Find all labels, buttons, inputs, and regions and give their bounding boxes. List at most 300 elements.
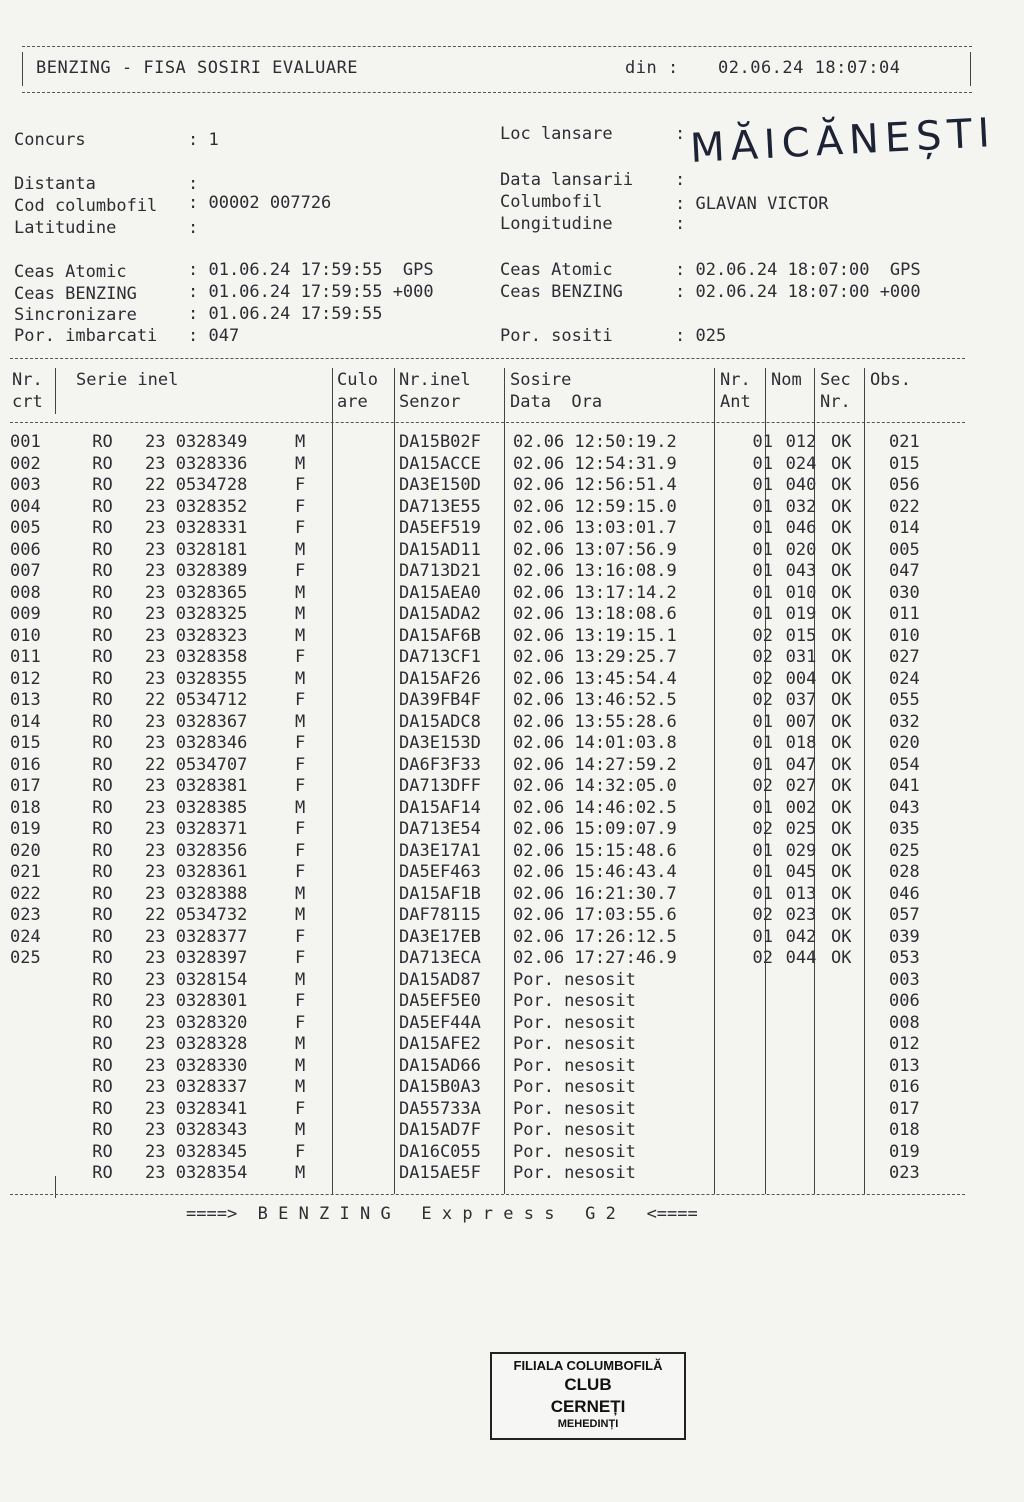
arrival-time: 02.06 14:32:05.0 [513, 776, 677, 796]
row-number [10, 1034, 60, 1056]
antenna-number [723, 1013, 777, 1035]
ring-number: 23 0328341 [145, 1098, 248, 1119]
security-status: OK [831, 776, 852, 796]
antenna-number: 01 [752, 496, 773, 517]
observation: 011 [889, 604, 920, 624]
ring-number: 23 0328349 [145, 432, 248, 452]
antenna-number: 02 [752, 668, 773, 689]
security-status: OK [831, 625, 852, 646]
antenna-number [723, 1099, 777, 1121]
ring-country: RO [92, 948, 113, 968]
row-number: 005 [10, 518, 41, 538]
table-row [10, 518, 949, 540]
arrival-time: 02.06 12:50:19.2 [513, 432, 677, 452]
col-sec-label: Sec [820, 370, 851, 390]
observation: 043 [889, 797, 920, 818]
ring-country: RO [92, 1098, 113, 1119]
arrival-time: 02.06 13:55:28.6 [513, 711, 677, 732]
row-number: 009 [10, 604, 41, 624]
row-number: 015 [10, 733, 41, 753]
ring-country: RO [92, 518, 113, 538]
sensor-ring: DA713CF1 [399, 647, 481, 667]
color-cell [331, 1099, 395, 1121]
arrivals-table-body [10, 432, 949, 1185]
col-rule [55, 368, 56, 414]
sensor-ring: DA15AFE2 [399, 1034, 481, 1054]
security-status: OK [831, 905, 852, 925]
sex: F [295, 561, 306, 581]
observation: 032 [889, 711, 920, 732]
loc-lansare-colon: : [675, 124, 686, 144]
distanta-value: : [188, 174, 199, 194]
sensor-ring: DA15AE5F [399, 1163, 481, 1183]
table-row [10, 1056, 949, 1078]
arrival-time: 02.06 12:59:15.0 [513, 496, 677, 517]
antenna-number: 01 [752, 582, 773, 603]
security-status: OK [831, 604, 852, 624]
sex: F [295, 776, 306, 796]
sex: M [295, 969, 306, 990]
nom-number: 010 [785, 582, 817, 603]
nom-number: 015 [785, 625, 817, 646]
ring-number: 22 0534707 [145, 754, 248, 775]
arrival-time: Por. nesosit [513, 1012, 636, 1033]
color-cell [331, 884, 395, 906]
ring-number: 23 0328397 [145, 948, 248, 968]
col-culo-label: Culo [337, 370, 378, 390]
sincronizare-value: : 01.06.24 17:59:55 [188, 304, 383, 324]
table-row [10, 991, 949, 1013]
ring-country: RO [92, 969, 113, 990]
antenna-number [723, 970, 777, 992]
ring-number: 23 0328345 [145, 1141, 248, 1162]
observation: 054 [889, 754, 920, 775]
sositi-label: Por. sositi [500, 326, 613, 346]
sensor-ring: DAF78115 [399, 905, 481, 925]
sensor-ring: DA5EF44A [399, 1012, 481, 1033]
table-row [10, 1013, 949, 1035]
color-cell [331, 991, 395, 1013]
ring-number: 23 0328330 [145, 1055, 248, 1076]
arrival-time: 02.06 13:19:15.1 [513, 625, 677, 646]
observation: 015 [889, 453, 920, 474]
color-cell [331, 733, 395, 755]
ring-country: RO [92, 1034, 113, 1054]
observation: 017 [889, 1098, 920, 1119]
observation: 018 [889, 1120, 920, 1140]
nom-number [777, 991, 825, 1013]
arrival-time: 02.06 15:46:43.4 [513, 862, 677, 882]
ring-country: RO [92, 475, 113, 495]
antenna-number: 02 [752, 625, 773, 646]
row-number [10, 1120, 60, 1142]
ring-number: 23 0328367 [145, 711, 248, 732]
nom-number [777, 1099, 825, 1121]
document-title: BENZING - FISA SOSIRI EVALUARE [36, 58, 359, 78]
row-number: 013 [10, 690, 41, 710]
ring-number: 23 0328346 [145, 733, 248, 753]
nom-number: 013 [785, 883, 817, 904]
color-cell [331, 1034, 395, 1056]
nom-number [777, 1013, 825, 1035]
antenna-number: 01 [752, 754, 773, 775]
ring-number: 23 0328336 [145, 453, 248, 474]
ring-number: 23 0328343 [145, 1120, 248, 1140]
arrival-time: 02.06 13:46:52.5 [513, 690, 677, 710]
table-row [10, 755, 949, 777]
arrival-time: 02.06 17:03:55.6 [513, 905, 677, 925]
nom-number: 023 [785, 905, 817, 925]
nom-number: 045 [785, 862, 817, 882]
ring-number: 23 0328365 [145, 582, 248, 603]
table-row [10, 454, 949, 476]
sensor-ring: DA15AD66 [399, 1055, 481, 1076]
ring-number: 23 0328154 [145, 969, 248, 990]
ring-number: 23 0328325 [145, 604, 248, 624]
antenna-number [723, 1142, 777, 1164]
ring-number: 23 0328301 [145, 991, 248, 1011]
cod-columbofil-value: : 00002 007726 [188, 193, 332, 213]
ceas-atomic-end-label: Ceas Atomic [500, 260, 613, 280]
sensor-ring: DA15ADC8 [399, 711, 481, 732]
sex: M [295, 453, 306, 474]
ring-country: RO [92, 582, 113, 603]
observation: 020 [889, 733, 920, 753]
color-cell [331, 776, 395, 798]
antenna-number: 02 [752, 690, 773, 710]
observation: 053 [889, 948, 920, 968]
antenna-number: 01 [752, 518, 773, 538]
sex: M [295, 1034, 306, 1054]
sex: M [295, 797, 306, 818]
ring-country: RO [92, 1141, 113, 1162]
header-right-edge [970, 52, 971, 86]
color-cell [331, 1163, 395, 1185]
antenna-number [723, 1120, 777, 1142]
nom-number [777, 1120, 825, 1142]
ring-country: RO [92, 1163, 113, 1183]
color-cell [331, 1142, 395, 1164]
nom-number: 002 [785, 797, 817, 818]
security-status: OK [831, 582, 852, 603]
nom-number: 029 [785, 840, 817, 861]
antenna-number: 02 [752, 647, 773, 667]
observation: 019 [889, 1141, 920, 1162]
stamp-line-4: MEHEDINȚI [557, 1418, 619, 1430]
observation: 003 [889, 969, 920, 990]
sensor-ring: DA16C055 [399, 1141, 481, 1162]
observation: 006 [889, 991, 920, 1011]
table-row [10, 905, 949, 927]
arrival-time: Por. nesosit [513, 1034, 636, 1054]
ring-country: RO [92, 1077, 113, 1097]
arrival-time: 02.06 14:27:59.2 [513, 754, 677, 775]
arrivals-table [10, 432, 949, 1185]
arrival-time: 02.06 14:46:02.5 [513, 797, 677, 818]
security-status: OK [831, 668, 852, 689]
antenna-number: 01 [752, 883, 773, 904]
security-status [825, 1056, 883, 1078]
row-number [10, 991, 60, 1013]
ceas-benzing-end-value: : 02.06.24 18:07:00 +000 [675, 282, 921, 302]
sensor-ring: DA15ADA2 [399, 604, 481, 624]
row-number: 014 [10, 711, 41, 732]
arrival-time: Por. nesosit [513, 1077, 636, 1097]
nom-number: 019 [785, 604, 817, 624]
col-inel-label: Nr.inel [399, 370, 471, 390]
ring-country: RO [92, 840, 113, 861]
observation: 047 [889, 561, 920, 581]
row-number: 017 [10, 776, 41, 796]
row-number: 008 [10, 582, 41, 603]
sex: M [295, 625, 306, 646]
sex: F [295, 926, 306, 947]
sex: M [295, 1120, 306, 1140]
table-row [10, 669, 949, 691]
ring-number: 22 0534728 [145, 475, 248, 495]
table-row [10, 927, 949, 949]
sex: M [295, 905, 306, 925]
antenna-number: 01 [752, 561, 773, 581]
sensor-ring: DA713DFF [399, 776, 481, 796]
color-cell [331, 540, 395, 562]
sositi-value: : 025 [675, 326, 727, 346]
table-row [10, 475, 949, 497]
color-cell [331, 497, 395, 519]
arrival-time: Por. nesosit [513, 991, 636, 1011]
row-number: 019 [10, 819, 41, 839]
color-cell [331, 798, 395, 820]
sensor-ring: DA55733A [399, 1098, 481, 1119]
antenna-number: 01 [752, 453, 773, 474]
color-cell [331, 1056, 395, 1078]
ceas-benzing-start-value: : 01.06.24 17:59:55 +000 [188, 282, 434, 302]
security-status: OK [831, 475, 852, 495]
ring-country: RO [92, 453, 113, 474]
antenna-number: 02 [752, 776, 773, 796]
sex: M [295, 539, 306, 560]
nom-number: 007 [785, 711, 817, 732]
club-stamp [490, 1352, 686, 1440]
nom-number [777, 1056, 825, 1078]
nom-number: 018 [785, 733, 817, 753]
nom-number: 025 [785, 819, 817, 839]
loc-lansare-label: Loc lansare [500, 124, 613, 144]
ring-country: RO [92, 733, 113, 753]
arrival-time: 02.06 15:09:07.9 [513, 819, 677, 839]
security-status: OK [831, 647, 852, 667]
table-row [10, 862, 949, 884]
antenna-number [723, 991, 777, 1013]
ring-country: RO [92, 690, 113, 710]
security-status: OK [831, 754, 852, 775]
arrival-time: Por. nesosit [513, 1055, 636, 1076]
latitudine-label: Latitudine [14, 218, 117, 238]
nom-number: 032 [785, 496, 817, 517]
sensor-ring: DA3E17A1 [399, 840, 481, 861]
sensor-ring: DA15B02F [399, 432, 481, 452]
nom-number [777, 1163, 825, 1185]
row-number: 025 [10, 948, 41, 968]
arrival-time: 02.06 13:45:54.4 [513, 668, 677, 689]
ring-number: 23 0328328 [145, 1034, 248, 1054]
row-number: 006 [10, 539, 41, 560]
antenna-number: 01 [752, 539, 773, 560]
table-row [10, 647, 949, 669]
distanta-label: Distanta [14, 174, 96, 194]
nom-number: 024 [785, 453, 817, 474]
arrival-time: 02.06 17:27:46.9 [513, 948, 677, 968]
launch-place-handwritten: MĂICĂNEȘTI [689, 110, 997, 172]
nom-number: 043 [785, 561, 817, 581]
security-status: OK [831, 948, 852, 968]
arrival-time: Por. nesosit [513, 1098, 636, 1119]
security-status: OK [831, 926, 852, 947]
observation: 027 [889, 647, 920, 667]
sex: F [295, 496, 306, 517]
col-ant2-label: Ant [720, 392, 751, 412]
color-cell [331, 669, 395, 691]
color-cell [331, 475, 395, 497]
color-cell [331, 905, 395, 927]
antenna-number: 01 [752, 604, 773, 624]
col-obs-label: Obs. [870, 370, 911, 390]
ring-country: RO [92, 754, 113, 775]
color-cell [331, 712, 395, 734]
sex: F [295, 690, 306, 710]
sensor-ring: DA15AF14 [399, 797, 481, 818]
antenna-number: 02 [752, 948, 773, 968]
row-number: 024 [10, 926, 41, 947]
observation: 008 [889, 1012, 920, 1033]
ring-number: 23 0328377 [145, 926, 248, 947]
security-status: OK [831, 539, 852, 560]
security-status [825, 1013, 883, 1035]
nom-number [777, 970, 825, 992]
ring-country: RO [92, 991, 113, 1011]
col-sec2-label: Nr. [820, 392, 851, 412]
observation: 014 [889, 518, 920, 538]
security-status: OK [831, 862, 852, 882]
ring-country: RO [92, 561, 113, 581]
ceas-atomic-end-value: : 02.06.24 18:07:00 GPS [675, 260, 921, 280]
ring-country: RO [92, 668, 113, 689]
observation: 021 [889, 432, 920, 452]
arrival-time: 02.06 13:18:08.6 [513, 604, 677, 624]
sensor-ring: DA713D21 [399, 561, 481, 581]
ring-number: 23 0328331 [145, 518, 248, 538]
sex: M [295, 1077, 306, 1097]
antenna-number: 02 [752, 905, 773, 925]
nom-number: 031 [785, 647, 817, 667]
color-cell [331, 841, 395, 863]
nom-number: 042 [785, 926, 817, 947]
nom-number: 020 [785, 539, 817, 560]
antenna-number [723, 1163, 777, 1185]
color-cell [331, 518, 395, 540]
table-row [10, 1077, 949, 1099]
ring-number: 22 0534712 [145, 690, 248, 710]
security-status [825, 970, 883, 992]
col-senzor-label: Senzor [399, 392, 461, 412]
security-status [825, 1120, 883, 1142]
row-number: 018 [10, 797, 41, 818]
longitudine-label: Longitudine [500, 214, 613, 234]
sex: F [295, 862, 306, 882]
arrival-time: 02.06 16:21:30.7 [513, 883, 677, 904]
ring-number: 23 0328356 [145, 840, 248, 861]
observation: 016 [889, 1077, 920, 1097]
sensor-ring: DA713ECA [399, 948, 481, 968]
sex: M [295, 883, 306, 904]
row-number [10, 1056, 60, 1078]
antenna-number: 01 [752, 475, 773, 495]
row-number: 023 [10, 905, 41, 925]
ring-number: 22 0534732 [145, 905, 248, 925]
sensor-ring: DA713E55 [399, 496, 481, 517]
sensor-ring: DA15AD7F [399, 1120, 481, 1140]
antenna-number: 01 [752, 840, 773, 861]
nom-number [777, 1142, 825, 1164]
arrival-time: 02.06 12:56:51.4 [513, 475, 677, 495]
table-row [10, 626, 949, 648]
antenna-number [723, 1034, 777, 1056]
table-row [10, 798, 949, 820]
ring-country: RO [92, 432, 113, 452]
color-cell [331, 927, 395, 949]
color-cell [331, 1120, 395, 1142]
ring-country: RO [92, 1055, 113, 1076]
row-number [10, 1142, 60, 1164]
observation: 056 [889, 475, 920, 495]
security-status: OK [831, 840, 852, 861]
sensor-ring: DA3E153D [399, 733, 481, 753]
row-number: 003 [10, 475, 41, 495]
antenna-number: 01 [752, 711, 773, 732]
antenna-number: 01 [752, 862, 773, 882]
ring-number: 23 0328323 [145, 625, 248, 646]
antenna-number: 01 [752, 733, 773, 753]
stamp-line-3: CERNEȚI [550, 1397, 626, 1416]
security-status [825, 1163, 883, 1185]
ring-number: 23 0328320 [145, 1012, 248, 1033]
concurs-value: : 1 [188, 130, 219, 150]
ring-country: RO [92, 905, 113, 925]
sensor-ring: DA5EF5E0 [399, 991, 481, 1011]
sensor-ring: DA15AF6B [399, 625, 481, 646]
ring-number: 23 0328181 [145, 539, 248, 560]
footer-banner: ====> B E N Z I N G E x p r e s s G 2 <==== [186, 1204, 698, 1224]
observation: 046 [889, 883, 920, 904]
row-number: 004 [10, 496, 41, 517]
row-number: 012 [10, 668, 41, 689]
arrival-time: 02.06 12:54:31.9 [513, 453, 677, 474]
sex: F [295, 754, 306, 775]
table-row [10, 733, 949, 755]
security-status: OK [831, 453, 852, 474]
ring-number: 23 0328371 [145, 819, 248, 839]
ring-number: 23 0328388 [145, 883, 248, 904]
color-cell [331, 690, 395, 712]
sex: M [295, 432, 306, 452]
table-row [10, 540, 949, 562]
table-row [10, 690, 949, 712]
row-number: 021 [10, 862, 41, 882]
table-row [10, 432, 949, 454]
col-ant-label: Nr. [720, 370, 751, 390]
security-status: OK [831, 690, 852, 710]
arrival-time: Por. nesosit [513, 969, 636, 990]
